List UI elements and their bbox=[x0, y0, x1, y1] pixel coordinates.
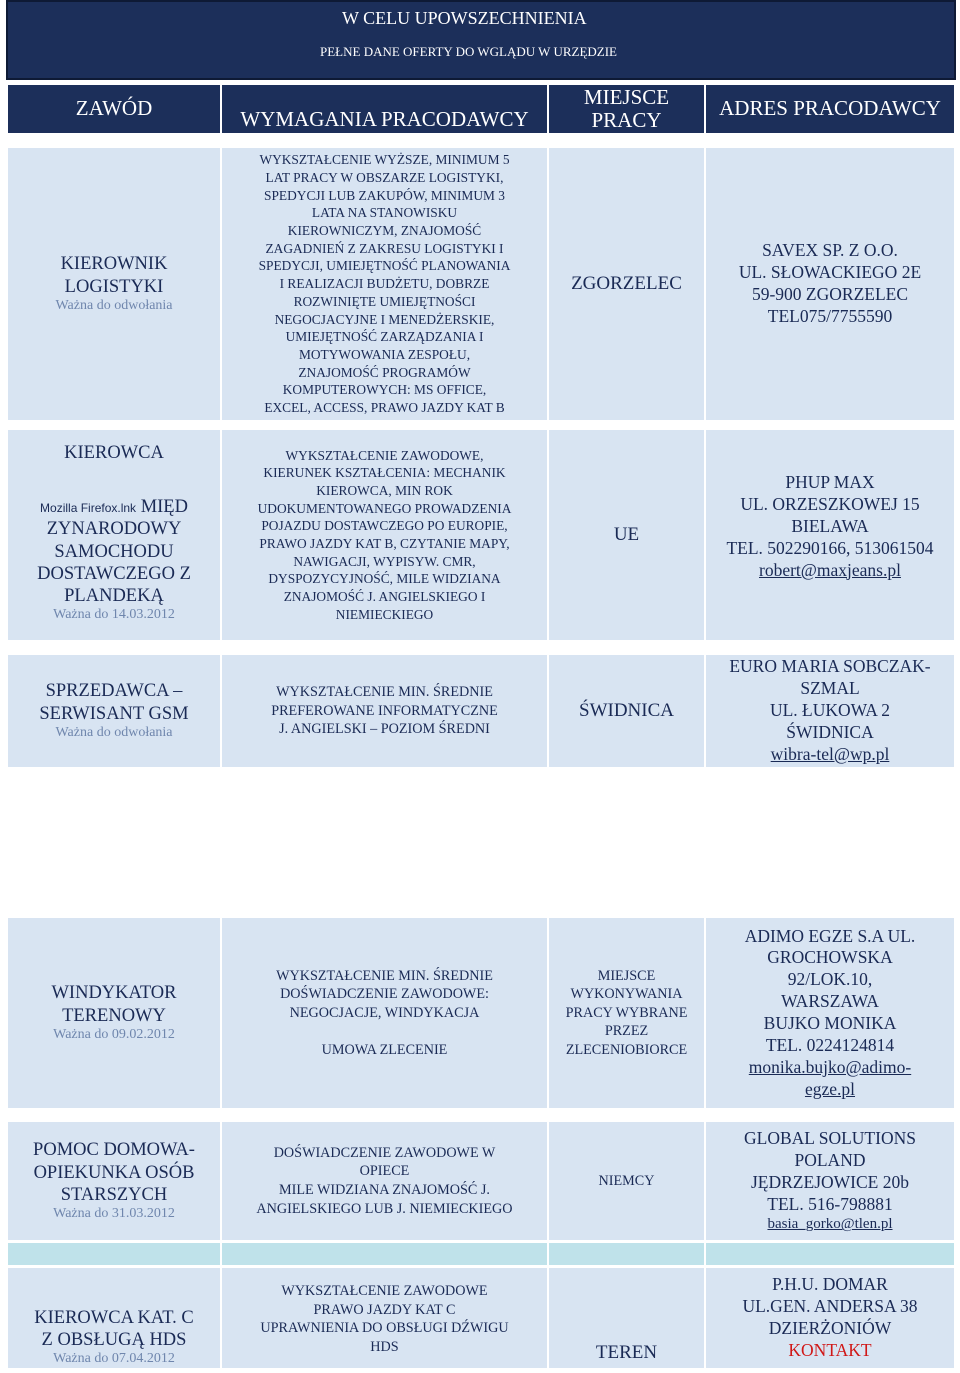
spacer-cell bbox=[549, 1243, 704, 1265]
offer-5-zawod: POMOC DOMOWA- OPIEKUNKA OSÓB STARSZYCH Ważna do 31.03.2012 bbox=[8, 1122, 220, 1240]
offer-2-requirements: WYKSZTAŁCENIE ZAWODOWE, KIERUNEK KSZTAŁCENIA: MECHANIK KIEROWCA, MIN ROK UDOKUMENTOWANEGO PROWADZENIA POJAZDU DOSTAWCZEGO PO EUROPIE, PRAWO JAZDY KAT B, CZYTANIE MAPY, NAWIGACJI, WYPISYW. CMR, DYSPOZYCYJNOŚĆ, MILE WIDZIANA ZNAJOMOŚĆ J. ANGIELSKIEGO I NIEMIECKIEGO bbox=[222, 430, 547, 640]
empty-cell bbox=[222, 775, 547, 907]
offer-1-requirements: WYKSZTAŁCENIE WYŻSZE, MINIMUM 5 LAT PRACY W OBSZARZE LOGISTYKI, SPEDYCJI LUB ZAKUPÓW, MINIMUM 3 LATA NA STANOWISKU KIEROWNICZYM, ZNAJOMOŚĆ ZAGADNIEŃ Z ZAKRESU LOGISTYKI I SPEDYCJI, UMIEJĘTNOŚĆ PLANOWANIA I REALIZACJI BUDŻETU, DOBRZE ROZWINIĘTE UMIEJĘTNOŚCI NEGOCJACYJNE I MENEDŻERSKIE, UMIEJĘTNOŚĆ ZARZĄDZANIA I MOTYWOWANIA ZESPOŁU, ZNAJOMOŚĆ PROGRAMÓW KOMPUTEROWYCH: MS OFFICE, EXCEL, ACCESS, PRAWO JAZDY KAT B bbox=[222, 148, 547, 420]
spacer-cell bbox=[222, 1243, 547, 1265]
offer-3-address: EURO MARIA SOBCZAK- SZMAL UL. ŁUKOWA 2 ŚWIDNICA wibra-tel@wp.pl bbox=[706, 655, 954, 767]
validity-label: Ważna do 14.03.2012 bbox=[53, 607, 175, 623]
offer-2-zawod: KIEROWCA Mozilla Firefox.lnk MIĘD ZYNARODOWY SAMOCHODU DOSTAWCZEGO Z PLANDEKĄ Ważna do 14.03.2012 bbox=[8, 430, 220, 640]
offer-5-requirements: DOŚWIADCZENIE ZAWODOWE W OPIECE MILE WIDZIANA ZNAJOMOŚĆ J. ANGIELSKIEGO LUB J. NIEMIECKIEGO bbox=[222, 1122, 547, 1240]
offer-6-place: TEREN bbox=[549, 1268, 704, 1368]
validity-label: Ważna do 07.04.2012 bbox=[53, 1351, 175, 1367]
offer-4-requirements: WYKSZTAŁCENIE MIN. ŚREDNIE DOŚWIADCZENIE ZAWODOWE: NEGOCJACJE, WINDYKACJA UMOWA ZLECENIE bbox=[222, 918, 547, 1108]
offer-6-address: P.H.U. DOMAR UL.GEN. ANDERSA 38 DZIERŻONIÓW KONTAKT bbox=[706, 1268, 954, 1368]
email-link-continued[interactable]: egze.pl bbox=[804, 1078, 856, 1099]
offer-3-requirements: WYKSZTAŁCENIE MIN. ŚREDNIE PREFEROWANE INFORMATYCZNE J. ANGIELSKI – POZIOM ŚREDNI bbox=[222, 655, 547, 767]
spacer-cell bbox=[8, 1243, 220, 1265]
offer-2-place: UE bbox=[549, 430, 704, 640]
empty-cell bbox=[8, 775, 220, 907]
empty-cell bbox=[706, 775, 954, 907]
offer-6-requirements: WYKSZTAŁCENIE ZAWODOWE PRAWO JAZDY KAT C UPRAWNIENIA DO OBSŁUGI DŹWIGU HDS bbox=[222, 1268, 547, 1368]
validity-label: Ważna do odwołania bbox=[55, 724, 173, 740]
offer-1-zawod: KIEROWNIK LOGISTYKI Ważna do odwołania bbox=[8, 148, 220, 420]
email-link[interactable]: monika.bujko@adimo- bbox=[748, 1056, 912, 1077]
validity-label: Ważna do 31.03.2012 bbox=[53, 1205, 175, 1221]
validity-label: Ważna do odwołania bbox=[55, 297, 173, 313]
email-link[interactable]: wibra-tel@wp.pl bbox=[770, 743, 890, 764]
header-adres: ADRES PRACODAWCY bbox=[706, 85, 954, 133]
offer-4-address: ADIMO EGZE S.A UL. GROCHOWSKA 92/LOK.10, WARSZAWA BUJKO MONIKA TEL. 0224124814 monika.bujko@adimo- egze.pl bbox=[706, 918, 954, 1108]
offer-2-address: PHUP MAX UL. ORZESZKOWEJ 15 BIELAWA TEL. 502290166, 513061504 robert@maxjeans.pl bbox=[706, 430, 954, 640]
offer-4-place: MIEJSCE WYKONYWANIA PRACY WYBRANE PRZEZ ZLECENIOBIORCE bbox=[549, 918, 704, 1108]
email-link[interactable]: robert@maxjeans.pl bbox=[759, 559, 901, 580]
top-banner bbox=[6, 0, 956, 80]
header-wymagania: WYMAGANIA PRACODAWCY bbox=[222, 85, 547, 133]
offer-6-zawod: KIEROWCA KAT. C Z OBSŁUGĄ HDS Ważna do 07.04.2012 bbox=[8, 1268, 220, 1368]
banner-subtitle: PEŁNE DANE OFERTY DO WGLĄDU W URZĘDZIE bbox=[320, 44, 617, 59]
banner-title: W CELU UPOWSZECHNIENIA bbox=[342, 8, 587, 28]
offer-3-place: ŚWIDNICA bbox=[549, 655, 704, 767]
offer-1-address: SAVEX SP. Z O.O. UL. SŁOWACKIEGO 2E 59-900 ZGORZELEC TEL075/7755590 bbox=[706, 148, 954, 420]
header-miejsce: MIEJSCE PRACY bbox=[549, 85, 704, 133]
offer-1-place: ZGORZELEC bbox=[549, 148, 704, 420]
kontakt-link[interactable]: KONTAKT bbox=[788, 1339, 872, 1360]
email-link[interactable]: basia_gorko@tlen.pl bbox=[767, 1216, 893, 1233]
validity-label: Ważna do 09.02.2012 bbox=[53, 1026, 175, 1042]
firefox-shortcut-label[interactable]: Mozilla Firefox.lnk bbox=[40, 501, 137, 516]
offer-3-zawod: SPRZEDAWCA – SERWISANT GSM Ważna do odwołania bbox=[8, 655, 220, 767]
header-zawod: ZAWÓD bbox=[8, 85, 220, 133]
spacer-cell bbox=[706, 1243, 954, 1265]
empty-cell bbox=[549, 775, 704, 907]
offer-5-address: GLOBAL SOLUTIONS POLAND JĘDRZEJOWICE 20b TEL. 516-798881 basia_gorko@tlen.pl bbox=[706, 1122, 954, 1240]
offer-5-place: NIEMCY bbox=[549, 1122, 704, 1240]
offer-4-zawod: WINDYKATOR TERENOWY Ważna do 09.02.2012 bbox=[8, 918, 220, 1108]
